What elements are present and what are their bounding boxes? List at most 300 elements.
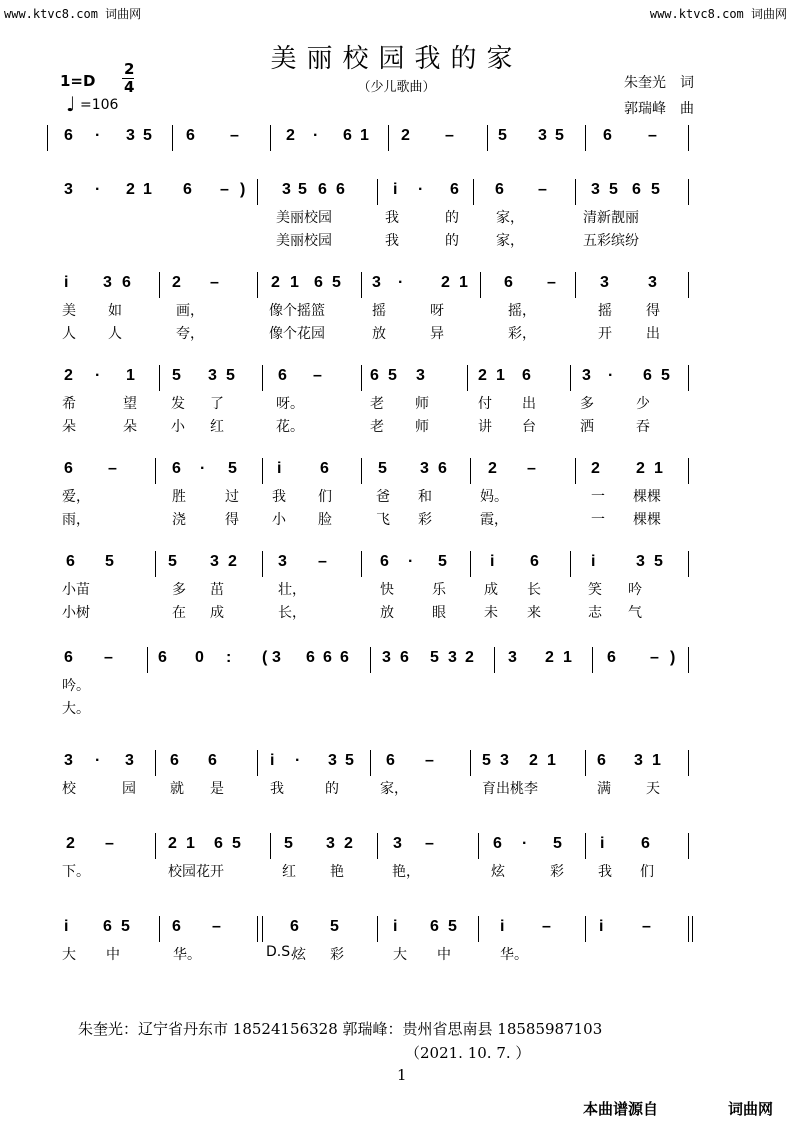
note: · xyxy=(522,835,528,852)
note: 2 xyxy=(271,274,280,291)
note: 5 xyxy=(482,752,491,769)
note: 6 xyxy=(493,835,502,852)
note: 1 xyxy=(563,649,572,666)
note: 6 xyxy=(172,460,181,477)
note: – xyxy=(108,460,117,477)
barline xyxy=(570,551,571,577)
note: 1 xyxy=(652,752,661,769)
note: 2 xyxy=(168,835,177,852)
lyric-syllable: 笑 xyxy=(588,582,602,598)
note: 6 xyxy=(122,274,131,291)
quarter-note-icon: ♩ xyxy=(66,92,76,116)
note: 6 xyxy=(340,649,349,666)
lyric-syllable: 小 xyxy=(171,419,185,435)
barline xyxy=(688,272,689,298)
note: 3 xyxy=(125,752,134,769)
note: – xyxy=(542,918,551,935)
note: 5 xyxy=(284,835,293,852)
note: 1 xyxy=(496,367,505,384)
lyric-syllable: 花。 xyxy=(276,419,304,435)
note: 3 xyxy=(272,649,281,666)
lyric-syllable: 妈。 xyxy=(480,489,508,505)
lyric-syllable: 艳 xyxy=(330,864,344,880)
barline xyxy=(585,916,586,942)
lyric-syllable: 华。 xyxy=(500,947,528,963)
watermark-right[interactable]: www.ktvc8.com 词曲网 xyxy=(649,7,787,21)
lyric-syllable: 呀 xyxy=(430,303,444,319)
note: – xyxy=(104,649,113,666)
note: 2 xyxy=(344,835,353,852)
note: – xyxy=(642,918,651,935)
lyric-syllable: 师 xyxy=(415,419,429,435)
barline xyxy=(585,125,586,151)
note: 1 xyxy=(186,835,195,852)
note: – xyxy=(220,181,229,198)
lyric-syllable: 放 xyxy=(372,326,386,342)
note: 6 xyxy=(64,649,73,666)
lyric-syllable: 长 xyxy=(527,582,541,598)
note: 6 xyxy=(343,127,352,144)
lyric-syllable: 茁 xyxy=(210,582,224,598)
note: 2 xyxy=(591,460,600,477)
lyric-syllable: 异 xyxy=(430,326,444,342)
barline xyxy=(688,833,689,859)
lyric-syllable: 下。 xyxy=(62,864,90,880)
barline xyxy=(262,551,263,577)
barline xyxy=(480,272,481,298)
lyric-syllable: 炫 xyxy=(491,864,505,880)
note: 3 xyxy=(420,460,429,477)
note: 5 xyxy=(332,274,341,291)
note: 6 xyxy=(641,835,650,852)
lyric-syllable: 人 xyxy=(62,326,76,342)
lyric-syllable: 的 xyxy=(445,233,459,249)
note: 2 xyxy=(401,127,410,144)
note: i xyxy=(600,835,605,852)
barline xyxy=(478,833,479,859)
note: ) xyxy=(240,181,246,198)
source-site-link[interactable]: 词曲网 xyxy=(728,1100,774,1118)
barline xyxy=(478,916,479,942)
lyric-syllable: 棵棵 xyxy=(633,512,661,528)
barline xyxy=(172,125,173,151)
note: 1 xyxy=(360,127,369,144)
lyric-syllable: 乐 xyxy=(432,582,446,598)
barline xyxy=(257,179,258,205)
note: 3 xyxy=(538,127,547,144)
lyric-syllable: 壮， xyxy=(278,582,306,598)
lyric-syllable: 志 xyxy=(588,605,602,621)
barline xyxy=(370,647,371,673)
note: 1 xyxy=(143,181,152,198)
note: – xyxy=(425,752,434,769)
note: 6 xyxy=(318,181,327,198)
lyric-syllable: 出 xyxy=(522,396,536,412)
note: – xyxy=(648,127,657,144)
note: 6 xyxy=(522,367,531,384)
note: 3 xyxy=(600,274,609,291)
note: 6 xyxy=(64,127,73,144)
lyric-syllable: 台 xyxy=(522,419,536,435)
barline xyxy=(688,750,689,776)
lyric-syllable: 彩 xyxy=(550,864,564,880)
lyric-syllable: 爱， xyxy=(62,489,90,505)
note: · xyxy=(95,752,101,769)
lyric-syllable: 小苗 xyxy=(62,582,90,598)
note: 3 xyxy=(64,181,73,198)
lyric-syllable: 吞 xyxy=(636,419,650,435)
lyric-syllable: 气 xyxy=(628,605,642,621)
note: 3 xyxy=(126,127,135,144)
note: 2 xyxy=(66,835,75,852)
note: 3 xyxy=(382,649,391,666)
lyric-syllable: 小树 xyxy=(62,605,90,621)
note: 6 xyxy=(158,649,167,666)
note: 5 xyxy=(448,918,457,935)
note: 6 xyxy=(597,752,606,769)
note: 3 xyxy=(636,553,645,570)
lyric-syllable: 快 xyxy=(380,582,394,598)
barline xyxy=(470,750,471,776)
lyric-syllable: 了 xyxy=(210,396,224,412)
lyric-syllable: 中 xyxy=(437,947,451,963)
lyric-syllable: 五彩缤纷 xyxy=(583,233,639,249)
note: 5 xyxy=(654,553,663,570)
note: 5 xyxy=(232,835,241,852)
lyric-syllable: 美丽校园 xyxy=(276,233,332,249)
barline xyxy=(688,916,689,942)
note: 5 xyxy=(105,553,114,570)
lyric-syllable: 过 xyxy=(225,489,239,505)
lyric-syllable: 吟 xyxy=(628,582,642,598)
lyric-syllable: 华。 xyxy=(173,947,201,963)
note: · xyxy=(608,367,614,384)
lyric-syllable: 老 xyxy=(370,396,384,412)
barline xyxy=(570,365,571,391)
lyric-syllable: 成 xyxy=(484,582,498,598)
barline xyxy=(159,365,160,391)
note: 3 xyxy=(210,553,219,570)
lyric-syllable: 讲 xyxy=(478,419,492,435)
note: 2 xyxy=(636,460,645,477)
lyric-syllable: 是 xyxy=(210,781,224,797)
note: 3 xyxy=(591,181,600,198)
note: 1 xyxy=(547,752,556,769)
note: 5 xyxy=(651,181,660,198)
lyric-syllable: 眼 xyxy=(432,605,446,621)
note: – xyxy=(650,649,659,666)
note: 6 xyxy=(450,181,459,198)
note: 3 xyxy=(500,752,509,769)
note: i xyxy=(393,918,398,935)
note: 2 xyxy=(126,181,135,198)
note: i xyxy=(393,181,398,198)
lyric-syllable: 们 xyxy=(318,489,332,505)
lyric-syllable: 育出桃李 xyxy=(482,781,538,797)
lyric-syllable: 就 xyxy=(170,781,184,797)
barline xyxy=(377,916,378,942)
lyric-syllable: 希 xyxy=(62,396,76,412)
note: 6 xyxy=(438,460,447,477)
lyric-syllable: 校园花开 xyxy=(168,864,224,880)
note: 2 xyxy=(465,649,474,666)
lyric-syllable: 摇 xyxy=(598,303,612,319)
barline xyxy=(257,272,258,298)
barline xyxy=(257,916,258,942)
note: – xyxy=(313,367,322,384)
lyric-syllable: 人 xyxy=(108,326,122,342)
lyric-syllable: 彩 xyxy=(330,947,344,963)
time-signature-bottom: 4 xyxy=(124,78,135,96)
lyric-syllable: 一 xyxy=(591,512,605,528)
lyric-syllable: 摇， xyxy=(508,303,536,319)
barline xyxy=(575,272,576,298)
note: · xyxy=(95,181,101,198)
note: · xyxy=(408,553,414,570)
barline xyxy=(155,458,156,484)
lyric-syllable: 得 xyxy=(646,303,660,319)
lyric-syllable: 清新靓丽 xyxy=(583,210,639,226)
note: 6 xyxy=(607,649,616,666)
barline xyxy=(688,125,689,151)
watermark-left[interactable]: www.ktvc8.com 词曲网 xyxy=(4,7,142,21)
lyric-syllable: 脸 xyxy=(318,512,332,528)
barline xyxy=(262,916,263,942)
note: 6 xyxy=(103,918,112,935)
note: 5 xyxy=(555,127,564,144)
note: 6 xyxy=(320,460,329,477)
lyric-syllable: 朵 xyxy=(62,419,76,435)
barline xyxy=(361,458,362,484)
note: 6 xyxy=(336,181,345,198)
barline xyxy=(159,916,160,942)
composer-credit: 郭瑞峰 曲 xyxy=(624,101,694,117)
note: – xyxy=(318,553,327,570)
note: 5 xyxy=(330,918,339,935)
lyric-syllable: 彩 xyxy=(418,512,432,528)
lyric-syllable: 霞， xyxy=(480,512,508,528)
note: 3 xyxy=(634,752,643,769)
barline xyxy=(585,833,586,859)
note: 5 xyxy=(143,127,152,144)
barline xyxy=(361,551,362,577)
note: 3 xyxy=(208,367,217,384)
lyric-syllable: 满 xyxy=(597,781,611,797)
note: 5 xyxy=(228,460,237,477)
note: ) xyxy=(670,649,676,666)
lyric-syllable: 美 xyxy=(62,303,76,319)
lyric-syllable: 和 xyxy=(418,489,432,505)
lyric-syllable: 我 xyxy=(385,233,399,249)
note: 2 xyxy=(286,127,295,144)
note: 5 xyxy=(298,181,307,198)
lyric-syllable: 放 xyxy=(380,605,394,621)
note: 6 xyxy=(504,274,513,291)
lyric-syllable: 成 xyxy=(210,605,224,621)
note: 6 xyxy=(208,752,217,769)
barline xyxy=(473,179,474,205)
note: 3 xyxy=(372,274,381,291)
note: 6 xyxy=(64,460,73,477)
lyric-syllable: 我 xyxy=(270,781,284,797)
date-line: （2021. 10. 7. ） xyxy=(405,1044,531,1062)
lyric-syllable: 在 xyxy=(172,605,186,621)
barline xyxy=(494,647,495,673)
barline xyxy=(692,916,693,942)
lyric-syllable: 家， xyxy=(380,781,408,797)
lyricist-credit: 朱奎光 词 xyxy=(624,75,694,91)
lyric-syllable: 我 xyxy=(598,864,612,880)
note: 5 xyxy=(168,553,177,570)
note: 5 xyxy=(498,127,507,144)
note: 3 xyxy=(326,835,335,852)
note: 6 xyxy=(214,835,223,852)
lyric-syllable: 园 xyxy=(122,781,136,797)
note: 6 xyxy=(186,127,195,144)
barline xyxy=(155,750,156,776)
lyric-syllable: 出 xyxy=(646,326,660,342)
lyric-syllable: 一 xyxy=(591,489,605,505)
lyric-syllable: 美丽校园 xyxy=(276,210,332,226)
lyric-syllable: 摇 xyxy=(372,303,386,319)
lyric-syllable: 开 xyxy=(598,326,612,342)
note: 1 xyxy=(654,460,663,477)
note: 2 xyxy=(172,274,181,291)
note: 3 xyxy=(64,752,73,769)
note: 3 xyxy=(103,274,112,291)
note: 3 xyxy=(582,367,591,384)
note: – xyxy=(105,835,114,852)
note: 6 xyxy=(306,649,315,666)
lyric-syllable: 小 xyxy=(272,512,286,528)
lyric-syllable: 胜 xyxy=(172,489,186,505)
barline xyxy=(377,833,378,859)
note: 3 xyxy=(278,553,287,570)
lyric-syllable: 们 xyxy=(640,864,654,880)
lyric-syllable: 少 xyxy=(636,396,650,412)
note: 5 xyxy=(553,835,562,852)
note: 6 xyxy=(386,752,395,769)
note: 5 xyxy=(438,553,447,570)
note: · xyxy=(95,127,101,144)
barline xyxy=(688,551,689,577)
lyric-syllable: 多 xyxy=(172,582,186,598)
note: 5 xyxy=(378,460,387,477)
lyric-syllable: 像个花园 xyxy=(269,326,325,342)
note: 3 xyxy=(393,835,402,852)
barline xyxy=(270,833,271,859)
barline xyxy=(262,365,263,391)
contact-info: 朱奎光：辽宁省丹东市 18524156328 郭瑞峰：贵州省思南县 18585987103 xyxy=(78,1020,603,1038)
note: 5 xyxy=(388,367,397,384)
barline xyxy=(361,365,362,391)
lyric-syllable: 红 xyxy=(210,419,224,435)
note: 2 xyxy=(488,460,497,477)
tempo-marking: =106 xyxy=(80,97,119,113)
lyric-syllable: 长， xyxy=(278,605,306,621)
note: 6 xyxy=(278,367,287,384)
note: 6 xyxy=(290,918,299,935)
note: · xyxy=(418,181,424,198)
barline xyxy=(688,179,689,205)
lyric-syllable: 浇 xyxy=(172,512,186,528)
lyric-syllable: 中 xyxy=(106,947,120,963)
note: – xyxy=(230,127,239,144)
barline xyxy=(270,125,271,151)
lyric-syllable: 老 xyxy=(370,419,384,435)
note: 3 xyxy=(416,367,425,384)
lyric-syllable: 家， xyxy=(496,210,524,226)
note: i xyxy=(500,918,505,935)
lyric-syllable: 大 xyxy=(393,947,407,963)
lyric-syllable: 像个摇篮 xyxy=(269,303,325,319)
lyric-syllable: 多 xyxy=(580,396,594,412)
note: i xyxy=(490,553,495,570)
barline xyxy=(47,125,48,151)
lyric-syllable: 红 xyxy=(282,864,296,880)
note: 6 xyxy=(370,367,379,384)
note: 6 xyxy=(495,181,504,198)
lyric-syllable: 夸， xyxy=(176,326,204,342)
note: 6 xyxy=(380,553,389,570)
note: 2 xyxy=(545,649,554,666)
note: · xyxy=(398,274,404,291)
lyric-syllable: 炫 xyxy=(292,947,306,963)
note: 1 xyxy=(290,274,299,291)
note: – xyxy=(538,181,547,198)
lyric-syllable: 大 xyxy=(62,947,76,963)
note: 6 xyxy=(323,649,332,666)
lyric-syllable: 来 xyxy=(527,605,541,621)
note: 0 xyxy=(195,649,204,666)
note: 3 xyxy=(508,649,517,666)
note: 5 xyxy=(345,752,354,769)
barline xyxy=(147,647,148,673)
song-subtitle: （少儿歌曲） xyxy=(357,80,436,95)
note: 6 xyxy=(530,553,539,570)
barline xyxy=(688,458,689,484)
note: 6 xyxy=(66,553,75,570)
note: 3 xyxy=(282,181,291,198)
lyric-syllable: 飞 xyxy=(376,512,390,528)
note: 5 xyxy=(121,918,130,935)
note: i xyxy=(64,274,69,291)
note: 1 xyxy=(126,367,135,384)
barline xyxy=(370,750,371,776)
note: 5 xyxy=(172,367,181,384)
barline xyxy=(361,272,362,298)
barline xyxy=(159,272,160,298)
page-number: 1 xyxy=(397,1066,407,1084)
note: 5 xyxy=(661,367,670,384)
lyric-syllable: 望 xyxy=(123,396,137,412)
lyric-syllable: D.S. xyxy=(266,944,295,960)
lyric-syllable: 天 xyxy=(646,781,660,797)
barline xyxy=(487,125,488,151)
song-title: 美丽校园我的家 xyxy=(270,44,523,74)
note: · xyxy=(200,460,206,477)
lyric-syllable: 棵棵 xyxy=(633,489,661,505)
lyric-syllable: 师 xyxy=(415,396,429,412)
lyric-syllable: 画， xyxy=(176,303,204,319)
lyric-syllable: 吟。 xyxy=(62,678,90,694)
note: 2 xyxy=(478,367,487,384)
note: 2 xyxy=(441,274,450,291)
barline xyxy=(470,551,471,577)
lyric-syllable: 艳， xyxy=(392,864,420,880)
note: i xyxy=(64,918,69,935)
key-signature: 1=D xyxy=(60,72,96,90)
